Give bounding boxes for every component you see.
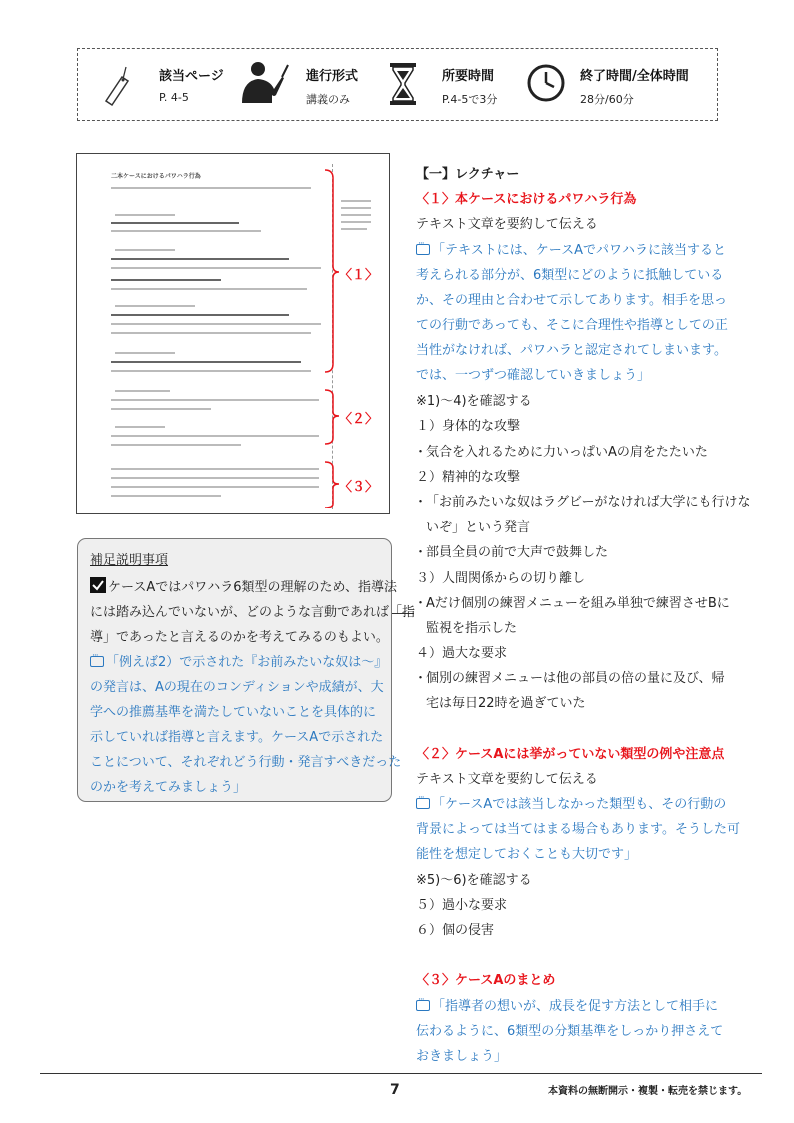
thumbnail-title: 二本ケースにおけるパワハラ行為 xyxy=(111,173,201,180)
section-1-check: ※1)〜4)を確認する xyxy=(416,394,532,409)
section-3-speech-2: 伝わるように、6類型の分類基準をしっかり押さえて xyxy=(416,1024,724,1039)
item-5: ５）過小な要求 xyxy=(416,898,508,913)
footer-divider xyxy=(40,1073,762,1074)
section-1-speech-1: ···「テキストには、ケースAでパワハラに該当すると xyxy=(416,239,726,258)
session-info-box xyxy=(77,48,718,121)
copyright-notice: 本資料の無断開示・複製・転売を禁じます。 xyxy=(548,1086,748,1097)
section-3-speech-3: おきましょう」 xyxy=(416,1049,508,1064)
item-2-detail-1b: いぞ」という発言 xyxy=(426,520,531,535)
supplement-line-1: ケースAではパワハラ6類型の理解のため、指導法 xyxy=(108,580,397,595)
item-3: ３）人間関係からの切り離し xyxy=(416,571,586,586)
clock-icon xyxy=(526,63,566,103)
end-value: 28分/60分 xyxy=(580,93,634,106)
section-1-title: 〈１〉本ケースにおけるパワハラ行為 xyxy=(416,192,637,207)
item-3-detail-b: 監視を指示した xyxy=(426,621,518,636)
item-2-detail-2: ・ 部員全員の前で大声で鼓舞した xyxy=(416,541,608,560)
marker-2: 〈２〉 xyxy=(339,412,379,427)
checkbox-checked-icon xyxy=(90,577,106,593)
section-1-speech-2: 考えられる部分が、6類型にどのように抵触している xyxy=(416,268,724,283)
format-value: 講義のみ xyxy=(306,93,350,106)
section-2-instruction: テキスト文章を要約して伝える xyxy=(416,772,598,787)
section-2-speech-2: 背景によっては当てはまる場合もあります。そうした可 xyxy=(416,822,740,837)
speech-bubble-icon xyxy=(416,798,430,809)
item-1-detail: ・ 気合を入れるために力いっぱいAの肩をたたいた xyxy=(416,441,708,460)
page-value: P. 4-5 xyxy=(159,91,189,104)
section-1-speech-3: か、その理由と合わせて示してあります。相手を思っ xyxy=(416,293,727,308)
supplement-line-3: 導」であったと言えるのかを考えてみるのもよい。 xyxy=(90,630,389,645)
supplement-speech-6: のかを考えてみましょう」 xyxy=(90,780,247,795)
section-1-speech-5: 当性がなければ、パワハラと認定されてしまいます。 xyxy=(416,343,727,358)
supplement-speech-1: ···「例えば2）で示された『お前みたいな奴は〜』 xyxy=(90,651,387,670)
item-2: ２）精神的な攻撃 xyxy=(416,470,521,485)
lecture-heading: 【一】レクチャー xyxy=(416,167,520,182)
section-1-speech-6: では、一つずつ確認していきましょう」 xyxy=(416,368,651,383)
section-2-speech-1: ···「ケースAでは該当しなかった類型も、その行動の xyxy=(416,793,726,812)
item-4-detail-b: 宅は毎日22時を過ぎていた xyxy=(426,696,586,711)
supplement-title: 補足説明事項 xyxy=(90,553,169,568)
duration-label: 所要時間 xyxy=(442,69,495,84)
supplement-line-2: には踏み込んでいないが、どのような言動であれば「指 xyxy=(90,605,416,620)
item-2-detail-1a: ・ 「お前みたいな奴はラグビーがなければ大学にも行けな xyxy=(416,491,750,510)
supplement-speech-2: の発言は、Aの現在のコンディションや成績が、大 xyxy=(90,680,384,695)
end-label: 終了時間/全体時間 xyxy=(580,69,689,84)
section-3-title: 〈３〉ケースAのまとめ xyxy=(416,973,556,988)
speech-bubble-icon xyxy=(416,1000,430,1011)
item-3-detail-a: ・ Aだけ個別の練習メニューを組み単独で練習させBに xyxy=(416,592,730,611)
supplement-speech-5: ことについて、それぞれどう行動・発言すべきだった xyxy=(90,755,402,770)
format-label: 進行形式 xyxy=(306,69,359,84)
item-6: ６）個の侵害 xyxy=(416,923,495,938)
supplement-box xyxy=(77,538,416,802)
bookmark-icon xyxy=(96,63,132,109)
hourglass-icon xyxy=(388,61,418,107)
speech-bubble-icon xyxy=(416,244,430,255)
textbook-page-thumbnail xyxy=(76,153,390,514)
item-4: ４）過大な要求 xyxy=(416,646,508,661)
supplement-speech-4: 示していれば指導と言えます。ケースAで示された xyxy=(90,730,384,745)
supplement-speech-3: 学への推薦基準を満たしていないことを具体的に xyxy=(90,705,377,720)
item-1: １）身体的な攻撃 xyxy=(416,419,521,434)
section-2-check: ※5)〜6)を確認する xyxy=(416,873,532,888)
thumbnail-brackets xyxy=(321,168,341,508)
lecturer-icon xyxy=(238,59,290,111)
speech-bubble-icon xyxy=(90,656,104,667)
section-3-speech-1: ···「指導者の想いが、成長を促す方法として相手に xyxy=(416,995,718,1014)
section-1-speech-4: ての行動であっても、そこに合理性や指導としての正 xyxy=(416,318,728,333)
item-4-detail-a: ・ 個別の練習メニューは他の部員の倍の量に及び、帰 xyxy=(416,667,724,686)
section-2-speech-3: 能性を想定しておくことも大切です」 xyxy=(416,847,638,862)
page-label: 該当ページ xyxy=(159,69,224,84)
page-number: 7 xyxy=(390,1082,400,1098)
marker-1: 〈１〉 xyxy=(339,268,379,283)
section-1-instruction: テキスト文章を要約して伝える xyxy=(416,217,598,232)
marker-3: 〈３〉 xyxy=(339,480,379,495)
section-2-title: 〈２〉ケースAには挙がっていない類型の例や注意点 xyxy=(416,747,725,762)
duration-value: P.4-5で3分 xyxy=(442,93,498,106)
